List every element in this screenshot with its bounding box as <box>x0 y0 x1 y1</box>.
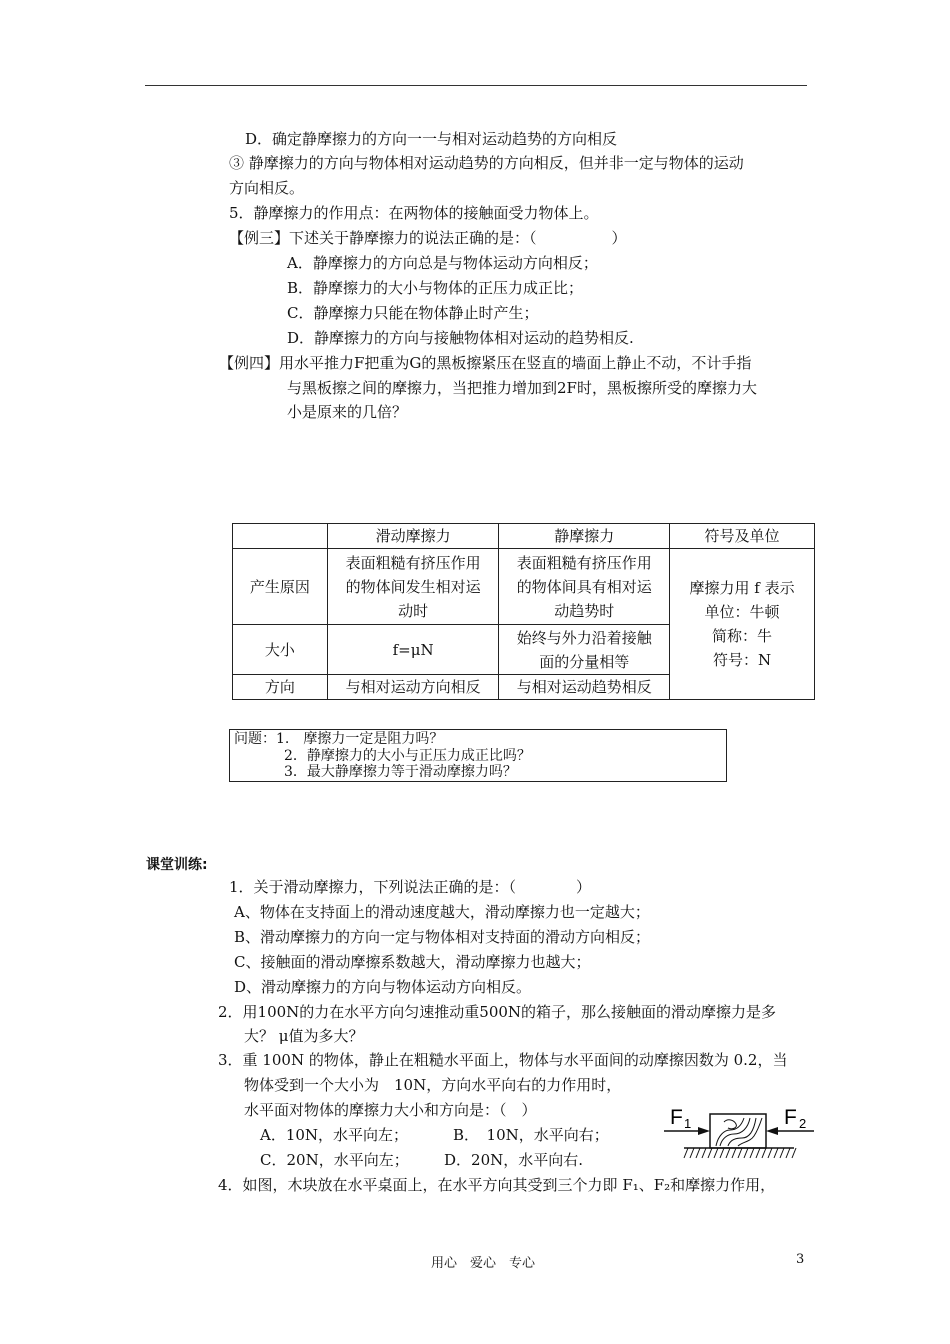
cell-direction-sliding: 与相对运动方向相反 <box>327 675 498 700</box>
training-3-line-2: 物体受到一个大小为 10N，方向水平向右的力作用时， <box>244 1076 622 1094</box>
example-3-option-b: B．静摩擦力的大小与物体的正压力成正比； <box>287 279 584 297</box>
cell-line: 面的分量相等 <box>539 652 630 671</box>
example-3-option-d: D．静摩擦力的方向与接触物体相对运动的趋势相反. <box>287 329 634 347</box>
training-1-option-a: A、物体在支持面上的滑动速度越大，滑动摩擦力也一定越大； <box>234 903 650 921</box>
friction-comparison-table <box>232 523 815 700</box>
cell-line: 始终与外力沿着接触 <box>516 628 652 647</box>
cell-line: 摩擦力用 f 表示 <box>689 579 795 597</box>
page-number: 3 <box>796 1252 805 1267</box>
training-3-option-c: C．20N，水平向左； <box>260 1151 409 1169</box>
cell-cause-sliding <box>327 549 498 625</box>
wooden-block <box>710 1114 766 1148</box>
training-2-line-2: 大？ μ值为多大？ <box>244 1027 364 1045</box>
example-4-line-3: 小是原来的几倍？ <box>287 403 408 421</box>
cell-line: 动趋势时 <box>554 601 615 620</box>
table-header-symbol: 符号及单位 <box>670 524 815 549</box>
cell-cause-static <box>499 549 670 625</box>
training-1: 1．关于滑动摩擦力，下列说法正确的是：（ ） <box>229 878 592 896</box>
training-3-option-a: A．10N，水平向左； <box>260 1126 409 1144</box>
training-heading: 课堂训练: <box>146 857 208 873</box>
cell-line: 简称：牛 <box>712 627 773 645</box>
training-3-option-d: D．20N，水平向右. <box>444 1151 584 1169</box>
table-header-static: 静摩擦力 <box>499 524 670 549</box>
force-f1-subscript: 1 <box>684 1116 692 1131</box>
table-surface <box>684 1148 796 1158</box>
cell-line: 单位：牛顿 <box>704 603 780 621</box>
example-3-option-c: C．静摩擦力只能在物体静止时产生； <box>287 304 539 322</box>
force-f2-subscript: 2 <box>799 1116 807 1131</box>
force-diagram <box>658 1100 820 1166</box>
cell-line: 符号：N <box>712 651 772 669</box>
training-1-option-b: B、滑动摩擦力的方向一定与物体相对支持面的滑动方向相反； <box>234 928 651 946</box>
paragraph-3-line-2: 方向相反。 <box>229 179 305 197</box>
question-2: 2．静摩擦力的大小与正压力成正比吗？ <box>284 748 531 764</box>
cell-line: 动时 <box>398 601 429 620</box>
training-1-option-c: C、接触面的滑动摩擦系数越大，滑动摩擦力也越大； <box>234 953 591 971</box>
header-rule <box>145 85 807 86</box>
force-f1-label: F <box>670 1106 683 1129</box>
footer-motto: 用心 爱心 专心 <box>431 1256 536 1271</box>
cell-size-static <box>499 625 670 675</box>
training-3-option-b: B． 10N，水平向右； <box>453 1126 609 1144</box>
table-row-cause <box>233 549 815 625</box>
example-3-option-a: A．静摩擦力的方向总是与物体运动方向相反； <box>287 254 598 272</box>
table-header-sliding: 滑动摩擦力 <box>327 524 498 549</box>
row-label-cause: 产生原因 <box>233 549 328 625</box>
questions-box <box>229 729 727 782</box>
cell-line: 表面粗糙有挤压作用 <box>516 553 652 572</box>
paragraph-3-line-1: ③ 静摩擦力的方向与物体相对运动趋势的方向相反，但并非一定与物体的运动 <box>229 154 744 172</box>
example-4-line-2: 与黑板擦之间的摩擦力，当把推力增加到2F时，黑板擦所受的摩擦力大 <box>287 379 757 397</box>
training-3-line-1: 3．重 100N 的物体，静止在粗糙水平面上，物体与水平面间的动摩擦因数为 0.2，当 <box>218 1051 788 1069</box>
table-header-row <box>233 524 815 549</box>
table-header-empty <box>233 524 328 549</box>
option-d-static-direction: D．确定静摩擦力的方向一一与相对运动趋势的方向相反 <box>245 130 618 148</box>
question-3: 3．最大静摩擦力等于滑动摩擦力吗？ <box>284 764 517 780</box>
cell-symbol-unit <box>670 549 815 700</box>
force-f2-label: F <box>784 1106 797 1129</box>
example-3-title: 【例三】下述关于静摩擦力的说法正确的是：（ ） <box>229 229 627 247</box>
training-4-line-1: 4．如图，木块放在水平桌面上，在水平方向其受到三个力即 F₁、F₂和摩擦力作用， <box>218 1176 776 1194</box>
cell-line: 的物体间发生相对运 <box>345 577 481 596</box>
training-2-line-1: 2．用100N的力在水平方向匀速推动重500N的箱子，那么接触面的滑动摩擦力是多 <box>218 1003 777 1021</box>
training-3-line-3: 水平面对物体的摩擦力大小和方向是：（ ） <box>244 1101 537 1119</box>
cell-line: 的物体间具有相对运 <box>516 577 652 596</box>
question-1: 问题：1. 摩擦力一定是阻力吗？ <box>234 731 444 747</box>
cell-size-sliding: f=μN <box>327 625 498 675</box>
row-label-size: 大小 <box>233 625 328 675</box>
row-label-direction: 方向 <box>233 675 328 700</box>
example-4-line-1: 【例四】用水平推力F把重为G的黑板擦紧压在竖直的墙面上静止不动，不计手指 <box>219 354 752 372</box>
cell-line: 表面粗糙有挤压作用 <box>345 553 481 572</box>
cell-direction-static: 与相对运动趋势相反 <box>499 675 670 700</box>
paragraph-5: 5．静摩擦力的作用点：在两物体的接触面受力物体上。 <box>229 204 599 222</box>
training-1-option-d: D、滑动摩擦力的方向与物体运动方向相反。 <box>234 978 532 996</box>
